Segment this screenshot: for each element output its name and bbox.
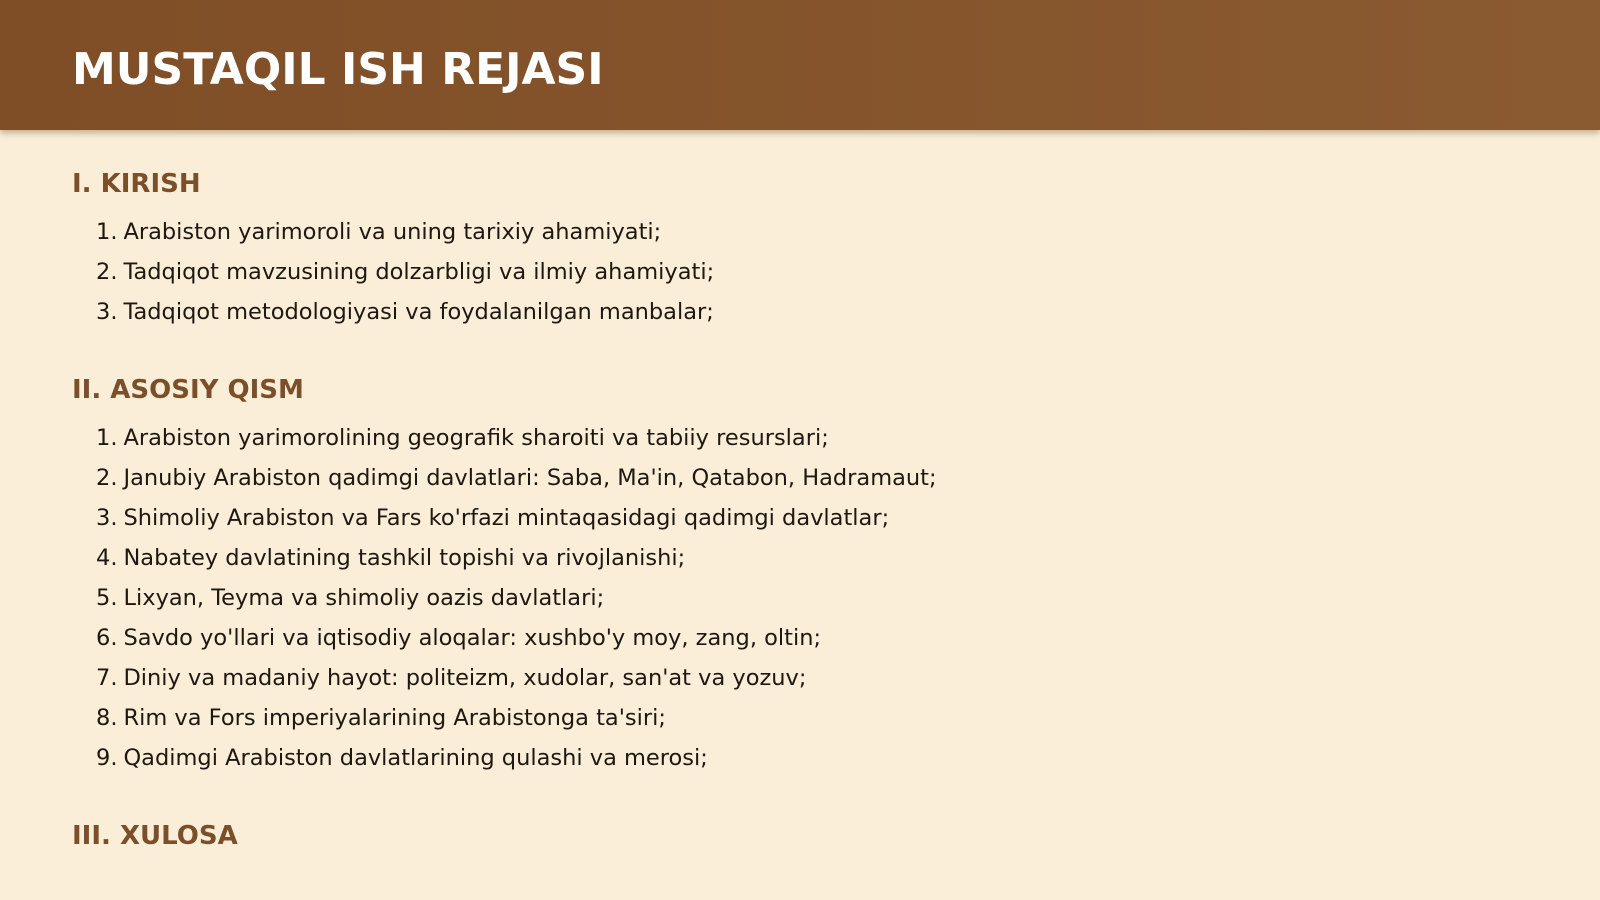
- list-item: [96, 538, 1552, 578]
- list-item: [96, 618, 1552, 658]
- section-title: I. KIRISH: [72, 169, 201, 199]
- list-item-number: 3.: [96, 299, 118, 325]
- list-item-text: Janubiy Arabiston qadimgi davlatlari: Saba, Ma'in, Qatabon, Hadramaut;: [123, 465, 937, 491]
- list-item-number: 3.: [96, 505, 118, 531]
- section-title: III. XULOSA: [72, 821, 238, 851]
- list-item: [96, 418, 1552, 458]
- list-item: [96, 658, 1552, 698]
- list-item-text: Nabatey davlatining tashkil topishi va rivojlanishi;: [123, 545, 686, 571]
- list-item-text: Lixyan, Teyma va shimoliy oazis davlatlari;: [123, 585, 605, 611]
- list-item-number: 4.: [96, 545, 118, 571]
- section-item-list: [72, 212, 1552, 332]
- list-item-text: Qadimgi Arabiston davlatlarining qulashi va merosi;: [123, 745, 708, 771]
- list-item-text: Arabiston yarimorolining geografik sharoiti va tabiiy resurslari;: [123, 425, 829, 451]
- list-item-number: 8.: [96, 705, 118, 731]
- list-item: [96, 498, 1552, 538]
- list-item-number: 2.: [96, 259, 118, 285]
- page-title: MUSTAQIL ISH REJASI: [72, 44, 604, 95]
- section-item-list: [72, 418, 1552, 778]
- list-item-number: 1.: [96, 425, 118, 451]
- list-item-text: Arabiston yarimoroli va uning tarixiy ahamiyati;: [123, 219, 662, 245]
- list-item-number: 5.: [96, 585, 118, 611]
- plan-section: [72, 372, 1552, 778]
- list-item-text: Savdo yo'llari va iqtisodiy aloqalar: xushbo'y moy, zang, oltin;: [123, 625, 822, 651]
- list-item-text: Shimoliy Arabiston va Fars ko'rfazi mintaqasidagi qadimgi davlatlar;: [123, 505, 890, 531]
- section-title: II. ASOSIY QISM: [72, 375, 304, 405]
- list-item-text: Rim va Fors imperiyalarining Arabistonga ta'siri;: [123, 705, 666, 731]
- list-item: [96, 578, 1552, 618]
- plan-section: [72, 818, 1552, 854]
- list-item-number: 1.: [96, 219, 118, 245]
- list-item-number: 2.: [96, 465, 118, 491]
- list-item: [96, 212, 1552, 252]
- list-item-number: 9.: [96, 745, 118, 771]
- list-item: [96, 458, 1552, 498]
- list-item-text: Tadqiqot metodologiyasi va foydalanilgan manbalar;: [123, 299, 714, 325]
- list-item: [96, 698, 1552, 738]
- plan-content: [72, 166, 1552, 900]
- slide-header: [0, 0, 1600, 130]
- list-item-text: Tadqiqot mavzusining dolzarbligi va ilmiy ahamiyati;: [123, 259, 715, 285]
- list-item: [96, 252, 1552, 292]
- list-item-number: 7.: [96, 665, 118, 691]
- list-item-number: 6.: [96, 625, 118, 651]
- list-item: [96, 738, 1552, 778]
- list-item-text: Diniy va madaniy hayot: politeizm, xudolar, san'at va yozuv;: [123, 665, 807, 691]
- plan-section: [72, 166, 1552, 332]
- list-item: [96, 292, 1552, 332]
